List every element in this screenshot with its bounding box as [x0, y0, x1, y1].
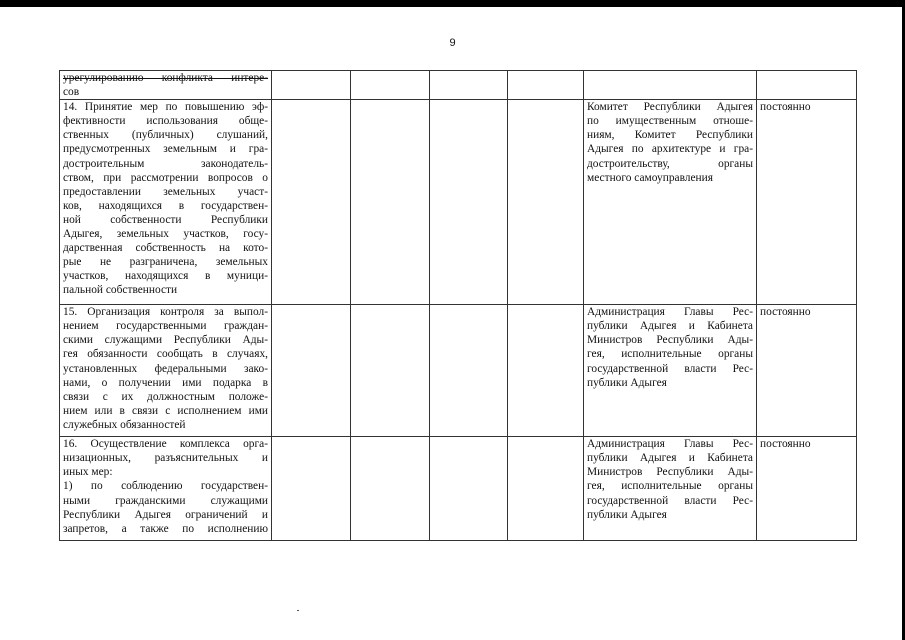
page-number: 9	[449, 37, 456, 49]
term-cell: постоянно	[757, 437, 857, 541]
measure-line: запретов, а также по исполнению	[63, 522, 268, 535]
measure-line: установленных федеральными зако-	[63, 362, 268, 375]
responsible-line: государственной власти Рес-	[587, 494, 753, 507]
measure-line: достроительным законодатель-	[63, 157, 268, 170]
empty-cell	[430, 305, 508, 437]
term-cell: постоянно	[757, 305, 857, 437]
responsible-cell	[584, 71, 757, 100]
empty-cell	[351, 71, 430, 100]
empty-cell	[508, 100, 584, 305]
measure-line: ственных (публичных) слушаний,	[63, 129, 268, 142]
responsible-line: ниям, Комитет Республики	[587, 129, 753, 142]
measure-line: дарственная собственность на кото-	[63, 242, 268, 255]
responsible-cell	[584, 437, 757, 541]
responsible-line: публики Адыгея и Кабинета	[587, 452, 753, 465]
measure-line: 15. Организация контроля за выпол-	[63, 306, 268, 319]
measure-line: 16. Осуществление комплекса орга-	[63, 438, 268, 451]
measure-line: Адыгея, земельных участков, госу-	[63, 228, 268, 241]
measure-line: фективности использования обще-	[63, 115, 268, 128]
measure-line: 14. Принятие мер по повышению эф-	[63, 101, 268, 114]
empty-cell	[351, 437, 430, 541]
measure-line: участков, находящихся в муници-	[63, 270, 268, 283]
responsible-line: местного самоуправления	[587, 171, 713, 184]
empty-cell	[351, 305, 430, 437]
measure-line: Республики Адыгея ограничений и	[63, 508, 268, 521]
scan-speck	[297, 610, 299, 611]
measure-line: 1) по соблюдению государствен-	[63, 480, 268, 493]
measure-cell	[60, 305, 272, 437]
measure-line: пальной собственности	[63, 284, 178, 297]
measure-line: гея обязанности сообщать в случаях,	[63, 348, 268, 361]
responsible-line: Администрация Главы Рес-	[587, 438, 753, 451]
empty-cell	[272, 437, 351, 541]
term-cell	[757, 71, 857, 100]
measure-line: сов	[63, 86, 80, 99]
responsible-line: государственной власти Рес-	[587, 362, 753, 375]
responsible-line: публики Адыгея	[587, 376, 667, 389]
empty-cell	[430, 71, 508, 100]
measure-line: низационных, разъяснительных и	[63, 452, 268, 465]
measure-line: рые не разграничена, земельных	[63, 256, 268, 269]
responsible-line: публики Адыгея	[587, 508, 667, 521]
empty-cell	[272, 71, 351, 100]
empty-cell	[430, 437, 508, 541]
measure-line: предусмотренных земельным и гра-	[63, 143, 268, 156]
responsible-line: по имущественным отноше-	[587, 115, 753, 128]
measure-line: предоставлении земельных участ-	[63, 185, 268, 198]
responsible-line: Адыгея по архитектуре и гра-	[587, 143, 753, 156]
measure-line: нами, о получении ими подарка в	[63, 376, 268, 389]
responsible-cell	[584, 100, 757, 305]
measures-table	[59, 70, 857, 541]
responsible-line: гея, исполнительные органы	[587, 348, 753, 361]
table-row	[60, 437, 857, 541]
measure-line: служебных обязанностей	[63, 418, 186, 431]
empty-cell	[272, 100, 351, 305]
measure-line: нением государственными граждан-	[63, 320, 268, 333]
measure-cell	[60, 100, 272, 305]
term-cell: постоянно	[757, 100, 857, 305]
responsible-line: публики Адыгея и Кабинета	[587, 320, 753, 333]
measure-line: скими служащими Республики Ады-	[63, 334, 268, 347]
responsible-cell	[584, 305, 757, 437]
responsible-line: гея, исполнительные органы	[587, 480, 753, 493]
empty-cell	[508, 71, 584, 100]
responsible-line: достроительству, органы	[587, 157, 753, 170]
responsible-line: Министров Республики Ады-	[587, 466, 753, 479]
empty-cell	[351, 100, 430, 305]
measure-line: ством, при рассмотрении вопросов о	[63, 171, 268, 184]
empty-cell	[272, 305, 351, 437]
responsible-line: Администрация Главы Рес-	[587, 306, 753, 319]
measure-cell	[60, 71, 272, 100]
empty-cell	[430, 100, 508, 305]
measure-line: урегулированию конфликта интере-	[63, 72, 268, 84]
measure-line: ков, находящихся в государствен-	[63, 199, 268, 212]
measure-line: ной собственности Республики	[63, 213, 268, 226]
empty-cell	[508, 437, 584, 541]
table-row	[60, 71, 857, 100]
table-row	[60, 305, 857, 437]
measure-line: ными гражданскими служащими	[63, 494, 268, 507]
scan-top-border	[0, 0, 905, 7]
responsible-line: Министров Республики Ады-	[587, 334, 753, 347]
responsible-line: Комитет Республики Адыгея	[587, 101, 753, 114]
measure-line: иных мер:	[63, 466, 113, 479]
measure-line: связи с их должностным положе-	[63, 390, 268, 403]
measure-cell	[60, 437, 272, 541]
table-row	[60, 100, 857, 305]
empty-cell	[508, 305, 584, 437]
measure-line: нием или в связи с исполнением ими	[63, 404, 268, 417]
table-body	[60, 71, 857, 541]
